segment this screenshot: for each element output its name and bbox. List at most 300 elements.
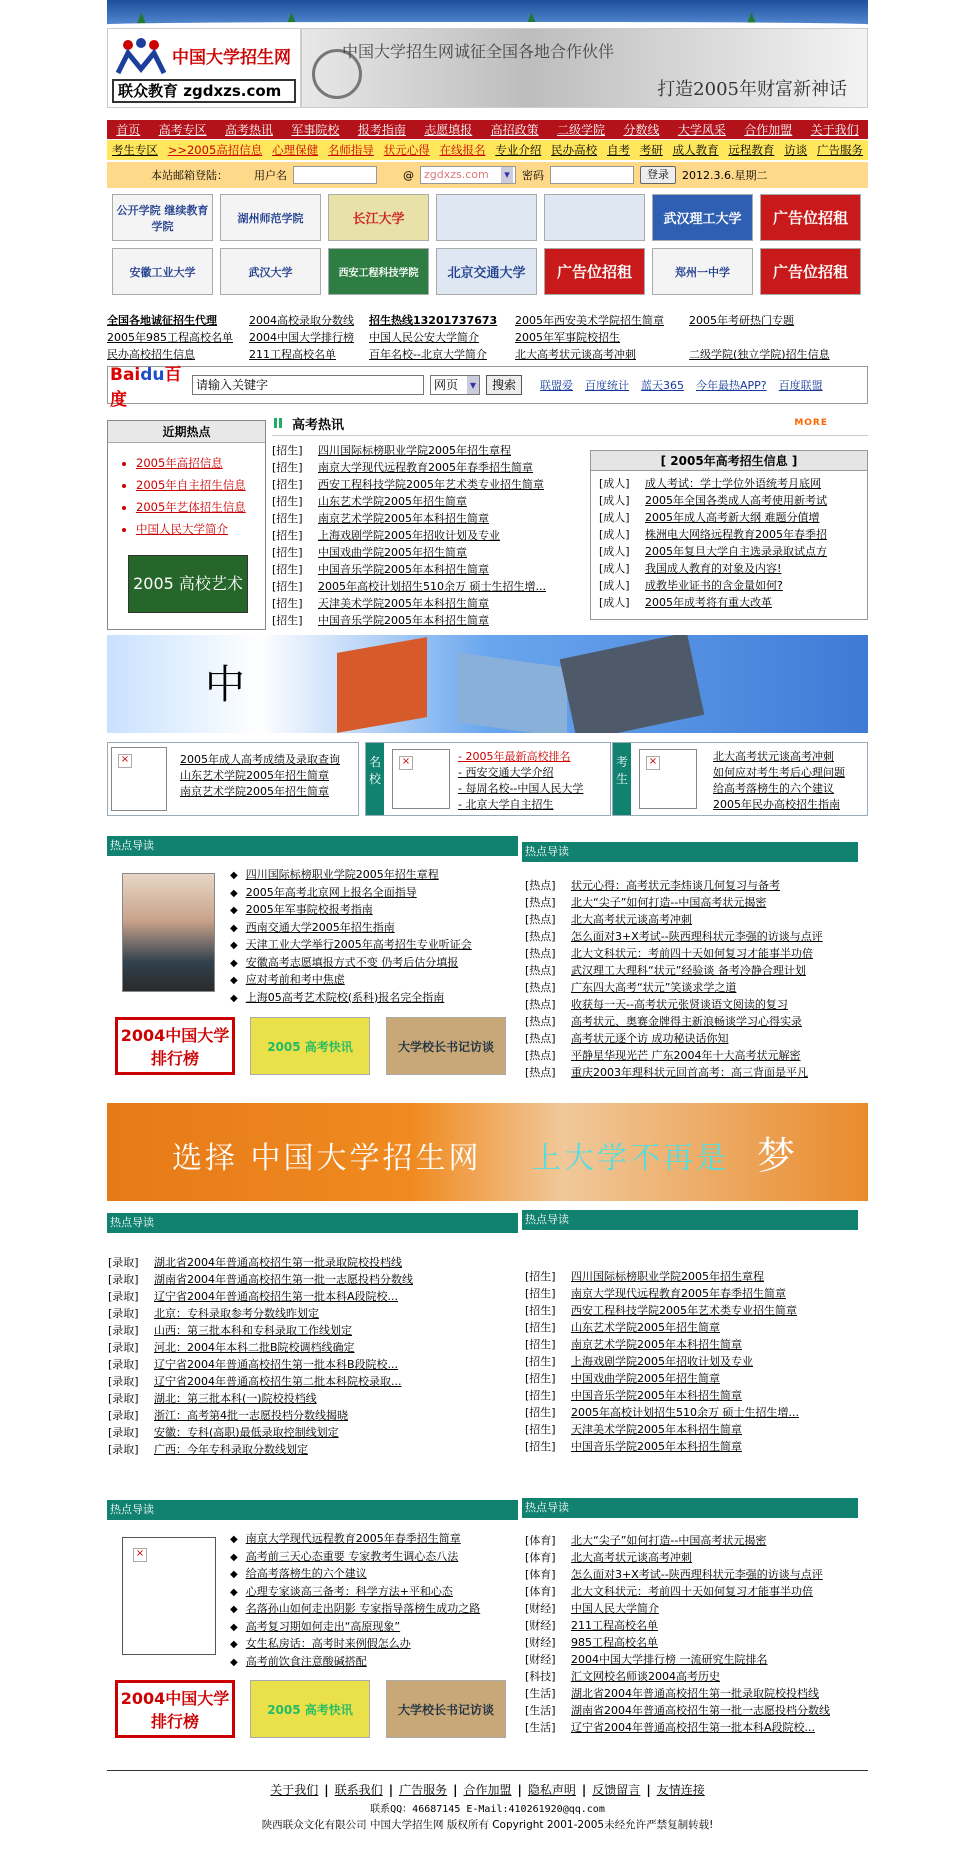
item-link[interactable]: 中国音乐学院2005年本科招生简章 bbox=[318, 614, 489, 627]
university-logo[interactable]: 公开学院 继续教育学院 bbox=[112, 194, 213, 241]
university-logo[interactable]: 西安工程科技学院 bbox=[328, 248, 429, 295]
item-tag: [生活] bbox=[525, 1721, 556, 1734]
item-tag: [体育] bbox=[525, 1534, 556, 1547]
mini-tab-student: 考生 bbox=[613, 743, 631, 815]
item-link[interactable]: 2005年成人高考新大纲 难题分值增 bbox=[645, 511, 820, 524]
bullet-link[interactable]: 心理专家谈高三备考：科学方法+平和心态 bbox=[245, 1584, 453, 1598]
hot-read-item bbox=[525, 894, 823, 911]
item-link[interactable]: 辽宁省2004年普通高校招生第一批本科A段院校... bbox=[154, 1290, 399, 1303]
university-logo[interactable]: 广告位招租 bbox=[760, 248, 861, 295]
item-tag: [招生] bbox=[272, 529, 303, 542]
recruit-item bbox=[525, 1438, 799, 1455]
domain-select[interactable]: zgdxzs.com ▾ bbox=[420, 166, 516, 184]
bullet-item bbox=[230, 936, 472, 954]
nav-item[interactable]: 报考指南 bbox=[357, 123, 406, 137]
item-link[interactable]: 211工程高校名单 bbox=[571, 1619, 658, 1632]
nav-item[interactable]: 高考专区 bbox=[158, 123, 207, 137]
bullet-item bbox=[230, 1635, 480, 1653]
promo-banner[interactable]: 2005 高考快讯 bbox=[250, 1017, 370, 1075]
username-input[interactable] bbox=[293, 166, 377, 184]
item-link[interactable]: 北大高考状元谈高考冲刺 bbox=[571, 913, 692, 926]
mini-link[interactable]: - 每周名校--中国人民大学 bbox=[458, 782, 584, 795]
banner-line2: 打造2005年财富新神话 bbox=[657, 79, 847, 100]
quick-link[interactable]: 2004高校录取分数线 bbox=[249, 314, 354, 327]
main-nav bbox=[107, 120, 868, 139]
university-logo[interactable] bbox=[436, 194, 537, 241]
promo-banner[interactable]: 2004中国大学排行榜 bbox=[115, 1017, 235, 1075]
university-logo-grid bbox=[107, 194, 868, 302]
university-logo[interactable]: 长江大学 bbox=[328, 194, 429, 241]
item-tag: [成人] bbox=[599, 511, 630, 524]
item-link[interactable]: 中国戏曲学院2005年招生简章 bbox=[318, 546, 467, 559]
item-link[interactable]: 中国音乐学院2005年本科招生简章 bbox=[571, 1440, 742, 1453]
item-link[interactable]: 山东艺术学院2005年招生简章 bbox=[318, 495, 467, 508]
adult-news-item bbox=[599, 594, 867, 611]
admission-item bbox=[108, 1356, 413, 1373]
item-link[interactable]: 2005年高校计划招生510余万 硕士生招生增... bbox=[318, 580, 546, 593]
adult-edu-box bbox=[590, 450, 868, 620]
quick-link[interactable]: 中国人民公安大学简介 bbox=[369, 331, 479, 344]
quick-link[interactable]: 2004中国大学排行榜 bbox=[249, 331, 354, 344]
item-link[interactable]: 汇文网校名师谈2004高考历史 bbox=[571, 1670, 720, 1683]
subnav-item[interactable]: 考生专区 bbox=[111, 143, 158, 157]
recruit-item bbox=[525, 1319, 799, 1336]
quick-link[interactable]: 2005年西安美术学院招生简章 bbox=[515, 314, 664, 327]
nav-item[interactable]: 高考热讯 bbox=[225, 123, 274, 137]
admission-item bbox=[108, 1339, 413, 1356]
baidu-search-bar bbox=[107, 365, 868, 410]
search-link[interactable]: 联盟爱 bbox=[540, 379, 574, 392]
quick-link[interactable]: 北大高考状元谈高考冲刺 bbox=[515, 348, 636, 361]
sec1-left-title: 热点导读 bbox=[107, 836, 518, 856]
logo-people-icon bbox=[116, 37, 166, 77]
banner-card bbox=[337, 637, 427, 733]
bullet-link[interactable]: 应对考前和考中焦虑 bbox=[245, 973, 345, 986]
search-link[interactable]: 今年最热APP? bbox=[696, 379, 767, 392]
bullet-link[interactable]: 南京大学现代远程教育2005年春季招生简章 bbox=[245, 1532, 461, 1545]
footer-link[interactable]: 友情连接 bbox=[656, 1783, 705, 1797]
item-link[interactable]: 湖北省2004年普通高校招生第一批录取院校投档线 bbox=[571, 1687, 819, 1700]
banner-char: 中 bbox=[205, 662, 245, 708]
search-button[interactable]: 搜索 bbox=[486, 375, 522, 395]
university-logo[interactable]: 广告位招租 bbox=[544, 248, 645, 295]
site-logo[interactable] bbox=[107, 28, 301, 108]
quick-link[interactable]: 民办高校招生信息 bbox=[107, 348, 195, 361]
item-link[interactable]: 湖南省2004年普通高校招生第一批一志愿投档分数线 bbox=[571, 1704, 830, 1717]
footer-sep: | bbox=[517, 1783, 522, 1797]
item-tag: [热点] bbox=[525, 964, 556, 977]
item-link[interactable]: 2005年全国各类成人高考使用新考试 bbox=[645, 494, 827, 507]
hot-read-item bbox=[525, 928, 823, 945]
item-link[interactable]: 南京大学现代远程教育2005年春季招生简章 bbox=[571, 1287, 786, 1300]
recent-item[interactable]: • 2005年自主招生信息 bbox=[136, 477, 265, 493]
item-link[interactable]: 株洲电大网络远程教育2005年春季招 bbox=[645, 528, 827, 541]
item-tag: [生活] bbox=[525, 1687, 556, 1700]
item-link[interactable]: 北大“尖子”如何打造--中国高考状元揭密 bbox=[571, 1534, 767, 1547]
item-link[interactable]: 南京大学现代远程教育2005年春季招生简章 bbox=[318, 461, 533, 474]
item-link[interactable]: 2004中国大学排行榜 一流研究生院排名 bbox=[571, 1653, 768, 1666]
item-tag: [招生] bbox=[525, 1355, 556, 1368]
banner3-text: 选择 中国大学招生网 bbox=[172, 1141, 482, 1176]
category-item bbox=[525, 1583, 830, 1600]
item-link[interactable]: 中国音乐学院2005年本科招生简章 bbox=[571, 1389, 742, 1402]
item-link[interactable]: 成人考试：学士学位外语统考月底网 bbox=[645, 477, 821, 490]
mini-link[interactable]: - 北京大学自主招生 bbox=[458, 798, 554, 811]
hot-read-item bbox=[525, 1013, 823, 1030]
category-item bbox=[525, 1566, 830, 1583]
quick-link[interactable]: 百年名校--北京大学简介 bbox=[369, 348, 487, 361]
item-tag: [招生] bbox=[272, 512, 303, 525]
bullet-item bbox=[230, 1548, 480, 1566]
bullet-link[interactable]: 给高考落榜生的六个建议 bbox=[245, 1567, 367, 1580]
subnav-item[interactable]: 远程教育 bbox=[728, 143, 775, 157]
university-logo[interactable]: 武汉大学 bbox=[220, 248, 321, 295]
item-link[interactable]: 成教毕业证书的含金量如何? bbox=[645, 579, 783, 592]
quick-link[interactable]: 2005年985工程高校名单 bbox=[107, 331, 233, 344]
item-link[interactable]: 收获每一天--高考状元张贤谈语文阅读的复习 bbox=[571, 998, 788, 1011]
bullet-item bbox=[230, 1618, 480, 1636]
item-tag: [财经] bbox=[525, 1602, 556, 1615]
item-tag: [财经] bbox=[525, 1636, 556, 1649]
item-link[interactable]: 北大“尖子”如何打造--中国高考状元揭密 bbox=[571, 896, 767, 909]
nav-item[interactable]: 志愿填报 bbox=[424, 123, 473, 137]
item-link[interactable]: 中国音乐学院2005年本科招生简章 bbox=[318, 563, 489, 576]
current-date: 2012.3.6.星期二 bbox=[682, 169, 768, 182]
top-banner-ad[interactable] bbox=[301, 28, 868, 108]
bullet-item bbox=[230, 1653, 480, 1671]
bullet-item bbox=[230, 1583, 480, 1601]
adult-news-item bbox=[599, 577, 867, 594]
password-input[interactable] bbox=[550, 166, 634, 184]
quick-link[interactable]: 211工程高校名单 bbox=[249, 348, 336, 361]
bullet-item bbox=[230, 1565, 480, 1583]
mini-link[interactable]: 如何应对考生考后心理问题 bbox=[713, 766, 845, 779]
logo-title: 中国大学招生网 bbox=[172, 48, 291, 68]
nav-item[interactable]: 首页 bbox=[116, 123, 141, 137]
mail-login-bar bbox=[107, 162, 868, 188]
admission-item bbox=[108, 1390, 413, 1407]
item-link[interactable]: 武汉理工大理科“状元”经验谈 备考冷静合理计划 bbox=[571, 964, 806, 977]
bottom-banner-ad[interactable] bbox=[107, 1103, 868, 1201]
university-logo[interactable]: 郑州一中学 bbox=[652, 248, 753, 295]
recruit-item bbox=[525, 1336, 799, 1353]
item-tag: [录取] bbox=[108, 1273, 139, 1286]
item-tag: [录取] bbox=[108, 1392, 139, 1405]
item-tag: [招生] bbox=[525, 1287, 556, 1300]
subnav-item[interactable]: 访谈 bbox=[784, 143, 808, 157]
recruit-item bbox=[525, 1387, 799, 1404]
footer-link[interactable]: 关于我们 bbox=[270, 1783, 319, 1797]
item-link[interactable]: 985工程高校名单 bbox=[571, 1636, 658, 1649]
banner-line1: 中国大学招生网诚征全国各地合作伙伴 bbox=[342, 42, 615, 61]
university-logo[interactable]: 广告位招租 bbox=[760, 194, 861, 241]
subnav-item[interactable]: 广告服务 bbox=[817, 143, 864, 157]
hot-read-item bbox=[525, 1064, 823, 1081]
item-tag: [热点] bbox=[525, 1015, 556, 1028]
item-link[interactable]: 高考状元逐个访 成功秘诀话你知 bbox=[571, 1032, 729, 1045]
footer-link[interactable]: 联系我们 bbox=[334, 1783, 383, 1797]
item-link[interactable]: 平静星华现光芒 广东2004年十大高考状元解密 bbox=[571, 1049, 801, 1062]
item-link[interactable]: 中国人民大学简介 bbox=[571, 1602, 659, 1615]
quick-links-row bbox=[107, 346, 868, 363]
portrait-photo[interactable] bbox=[122, 873, 215, 992]
search-links bbox=[528, 377, 823, 393]
promo-banner[interactable]: 大学校长书记访谈 bbox=[386, 1017, 506, 1075]
footer-copyright: 陕西联众文化有限公司 中国大学招生网 版权所有 Copyright 2001-2005未经允许严禁复制转载! bbox=[261, 1819, 714, 1831]
nav-item[interactable]: 二级学院 bbox=[557, 123, 606, 137]
quick-link bbox=[689, 329, 859, 346]
mini-box-famous bbox=[365, 742, 611, 816]
university-logo[interactable]: 北京交通大学 bbox=[436, 248, 537, 295]
mini-link[interactable]: 2005年成人高考成绩及录取查询 bbox=[180, 753, 340, 766]
adult-news-item bbox=[599, 560, 867, 577]
subnav-item[interactable]: >>2005高招信息 bbox=[167, 143, 263, 157]
bullet-link[interactable]: 四川国际标榜职业学院2005年招生章程 bbox=[245, 868, 439, 881]
hot-read-item bbox=[525, 911, 823, 928]
item-link[interactable]: 南京艺术学院2005年本科招生简章 bbox=[571, 1338, 742, 1351]
mini-link[interactable]: 北大高考状元谈高考冲刺 bbox=[713, 750, 834, 763]
item-tag: [财经] bbox=[525, 1653, 556, 1666]
item-link[interactable]: 辽宁省2004年普通高校招生第一批本科A段院校... bbox=[571, 1721, 816, 1734]
university-logo[interactable]: 湖州师范学院 bbox=[220, 194, 321, 241]
category-item bbox=[525, 1617, 830, 1634]
item-link[interactable]: 南京艺术学院2005年本科招生简章 bbox=[318, 512, 489, 525]
footer-sep: | bbox=[388, 1783, 394, 1797]
bullet-item bbox=[230, 901, 472, 919]
quick-link[interactable]: 二级学院(独立学院)招生信息 bbox=[689, 348, 830, 361]
search-link[interactable]: 百度统计 bbox=[585, 379, 630, 392]
item-tag: [招生] bbox=[272, 461, 303, 474]
item-tag: [招生] bbox=[272, 563, 303, 576]
login-label: 本站邮箱登陆： bbox=[151, 169, 228, 182]
subnav-item[interactable]: 考研 bbox=[639, 143, 663, 157]
at-label: @ bbox=[403, 168, 414, 182]
search-type-select[interactable]: 网页 ▾ bbox=[430, 375, 480, 395]
bullet-link[interactable]: 上海05高考艺术院校(系科)报名完全指南 bbox=[245, 990, 445, 1004]
item-link[interactable]: 中国戏曲学院2005年招生简章 bbox=[571, 1372, 720, 1385]
item-link[interactable]: 辽宁省2004年普通高校招生第一批本科B段院校... bbox=[154, 1358, 399, 1371]
admission-item bbox=[108, 1373, 413, 1390]
admission-item bbox=[108, 1322, 413, 1339]
category-item bbox=[525, 1702, 830, 1719]
mini-link[interactable]: 山东艺术学院2005年招生简章 bbox=[180, 769, 329, 782]
mini-link[interactable]: - 西安交通大学介绍 bbox=[458, 766, 554, 779]
footer-link[interactable]: 隐私声明 bbox=[527, 1783, 576, 1797]
more-link[interactable]: MORE bbox=[794, 418, 828, 428]
nav-item[interactable]: 关于我们 bbox=[810, 123, 859, 137]
hot-read-item bbox=[525, 979, 823, 996]
quick-link[interactable]: 招生热线13201737673 bbox=[369, 314, 498, 327]
quick-link[interactable]: 2005年考研热门专题 bbox=[689, 314, 794, 327]
hot-read-item bbox=[525, 962, 823, 979]
item-link[interactable]: 安徽：专科(高职)最低录取控制线划定 bbox=[154, 1426, 339, 1439]
quick-link[interactable]: 全国各地诚征招生代理 bbox=[107, 314, 217, 327]
promo-banner[interactable]: 大学校长书记访谈 bbox=[386, 1680, 506, 1738]
university-logo[interactable]: 武汉理工大学 bbox=[652, 194, 753, 241]
item-link[interactable]: 湖北：第三批本科(一)院校投档线 bbox=[154, 1392, 317, 1405]
quick-links-row bbox=[107, 329, 868, 346]
item-link[interactable]: 广西：今年专科录取分数线划定 bbox=[154, 1443, 308, 1456]
item-link[interactable]: 2005年高校计划招生510余万 硕士生招生增... bbox=[571, 1406, 799, 1419]
bullet-item bbox=[230, 971, 472, 989]
sec3-image-frame bbox=[122, 1537, 216, 1655]
university-logo[interactable]: 安徽工业大学 bbox=[112, 248, 213, 295]
subnav-item[interactable]: 心理保健 bbox=[272, 143, 319, 157]
item-link[interactable]: 北京：专科录取参考分数线昨划定 bbox=[154, 1307, 319, 1320]
item-link[interactable]: 湖南省2004年普通高校招生第一批一志愿投档分数线 bbox=[154, 1273, 413, 1286]
bullet-link[interactable]: 西南交通大学2005年招生指南 bbox=[245, 920, 395, 934]
nav-item[interactable]: 高招政策 bbox=[490, 123, 539, 137]
promo-banner[interactable]: 2004中国大学排行榜 bbox=[115, 1680, 235, 1738]
sec1-right-title: 热点导读 bbox=[522, 842, 858, 862]
category-item bbox=[525, 1532, 830, 1549]
item-link[interactable]: 上海戏剧学院2005年招收计划及专业 bbox=[318, 529, 500, 542]
sub-nav bbox=[107, 140, 868, 160]
nav-item[interactable]: 分数线 bbox=[623, 123, 660, 137]
item-link[interactable]: 怎么面对3+X考试--陕西理科状元李强的访谈与点评 bbox=[571, 1568, 823, 1581]
recent-item[interactable]: • 中国人民大学简介 bbox=[136, 521, 265, 537]
broken-image-icon bbox=[111, 747, 167, 811]
item-link[interactable]: 广东四大高考“状元”笑谈求学之道 bbox=[571, 981, 737, 994]
bullet-link[interactable]: 安徽高考志愿填报方式不变 仍考后估分填报 bbox=[245, 955, 459, 969]
hot-read-item bbox=[525, 945, 823, 962]
subnav-item[interactable]: 名师指导 bbox=[327, 143, 374, 157]
broken-image-icon bbox=[392, 749, 450, 809]
item-tag: [成人] bbox=[599, 562, 630, 575]
footer-sep: | bbox=[453, 1783, 458, 1797]
item-link[interactable]: 重庆2003年理科状元回首高考：高三背面是平凡 bbox=[571, 1066, 808, 1079]
item-tag: [录取] bbox=[108, 1443, 139, 1456]
recent-item[interactable]: • 2005年高招信息 bbox=[136, 455, 265, 471]
quick-link[interactable]: 2005年军事院校招生 bbox=[515, 331, 620, 344]
category-item bbox=[525, 1668, 830, 1685]
bullet-link[interactable]: 高考前饮食注意酸碱搭配 bbox=[245, 1654, 367, 1668]
item-link[interactable]: 浙江：高考第4批一志愿投档分数线揭晓 bbox=[154, 1409, 348, 1422]
item-link[interactable]: 2005年复旦大学自主选录录取试点方 bbox=[645, 545, 827, 558]
item-tag: [招生] bbox=[272, 444, 303, 457]
item-tag: [招生] bbox=[525, 1321, 556, 1334]
item-link[interactable]: 北大文科状元：考前四十天如何复习才能事半功倍 bbox=[571, 947, 813, 960]
footer-link[interactable]: 广告服务 bbox=[399, 1783, 448, 1797]
mini-link[interactable]: - 2005年最新高校排名 bbox=[458, 750, 571, 763]
recruit-item bbox=[525, 1353, 799, 1370]
item-tag: [招生] bbox=[272, 478, 303, 491]
item-tag: [录取] bbox=[108, 1341, 139, 1354]
footer-link[interactable]: 反馈留言 bbox=[592, 1783, 641, 1797]
baidu-logo[interactable]: Baidu百度 bbox=[110, 365, 182, 410]
item-tag: [成人] bbox=[599, 528, 630, 541]
item-link[interactable]: 河北：2004年本科二批B院校调档线确定 bbox=[154, 1341, 355, 1354]
search-input[interactable]: 请输入关键字 bbox=[192, 375, 424, 395]
item-link[interactable]: 湖北省2004年普通高校招生第一批录取院校投档线 bbox=[154, 1256, 402, 1269]
bullet-item bbox=[230, 954, 472, 972]
item-link[interactable]: 山东艺术学院2005年招生简章 bbox=[571, 1321, 720, 1334]
item-link[interactable]: 西安工程科技学院2005年艺术类专业招生简章 bbox=[571, 1304, 797, 1317]
admission-item bbox=[108, 1271, 413, 1288]
nav-item[interactable]: 军事院校 bbox=[291, 123, 340, 137]
item-link[interactable]: 我国成人教育的对象及内容! bbox=[645, 562, 782, 575]
recent-item[interactable]: • 2005年艺体招生信息 bbox=[136, 499, 265, 515]
bullet-link[interactable]: 女生私房话：高考时来例假怎么办 bbox=[245, 1637, 411, 1650]
item-link[interactable]: 上海戏剧学院2005年招收计划及专业 bbox=[571, 1355, 753, 1368]
mini-link[interactable]: 给高考落榜生的六个建议 bbox=[713, 782, 834, 795]
item-link[interactable]: 天津美术学院2005年本科招生简章 bbox=[318, 597, 489, 610]
bullet-link[interactable]: 2005年高考北京网上报名全面指导 bbox=[245, 885, 417, 899]
promo-banner[interactable]: 2005 高考快讯 bbox=[250, 1680, 370, 1738]
footer-sep: | bbox=[581, 1783, 587, 1797]
item-link[interactable]: 状元心得：高考状元李炜谈几何复习与备考 bbox=[571, 879, 780, 892]
item-link[interactable]: 天津美术学院2005年本科招生简章 bbox=[571, 1423, 742, 1436]
bullet-link[interactable]: 高考前三天心态重要 专家教考生调心态八法 bbox=[245, 1549, 459, 1563]
art-recruit-badge[interactable]: 2005 高校艺术 bbox=[128, 555, 248, 613]
item-link[interactable]: 四川国际标榜职业学院2005年招生章程 bbox=[571, 1270, 764, 1283]
hot-read-item bbox=[525, 1047, 823, 1064]
item-link[interactable]: 四川国际标榜职业学院2005年招生章程 bbox=[318, 444, 511, 457]
category-item bbox=[525, 1719, 830, 1736]
subnav-item[interactable]: 状元心得 bbox=[383, 143, 430, 157]
item-tag: [招生] bbox=[272, 597, 303, 610]
nav-item[interactable]: 大学风采 bbox=[677, 123, 726, 137]
item-link[interactable]: 山西：第三批本科和专科录取工作线划定 bbox=[154, 1324, 352, 1337]
subnav-item[interactable]: 在线报名 bbox=[439, 143, 486, 157]
admission-item bbox=[108, 1305, 413, 1322]
item-tag: [热点] bbox=[525, 930, 556, 943]
item-link[interactable]: 怎么面对3+X考试--陕西理科状元李强的访谈与点评 bbox=[571, 930, 823, 943]
search-link[interactable]: 百度联盟 bbox=[778, 379, 823, 392]
category-item bbox=[525, 1549, 830, 1566]
recruit-item bbox=[525, 1370, 799, 1387]
footer-link[interactable]: 合作加盟 bbox=[463, 1783, 512, 1797]
item-tag: [招生] bbox=[525, 1304, 556, 1317]
banner3-dream: 梦 bbox=[757, 1134, 796, 1178]
item-link[interactable]: 2005年成考将有重大改革 bbox=[645, 596, 772, 609]
subnav-item[interactable]: 民办高校 bbox=[551, 143, 598, 157]
item-link[interactable]: 西安工程科技学院2005年艺术类专业招生简章 bbox=[318, 478, 544, 491]
item-link[interactable]: 辽宁省2004年普通高校招生第二批本科院校录取... bbox=[154, 1375, 402, 1388]
bullet-link[interactable]: 天津工业大学举行2005年高考招生专业听证会 bbox=[245, 938, 472, 951]
item-tag: [成人] bbox=[599, 545, 630, 558]
nav-item[interactable]: 合作加盟 bbox=[744, 123, 793, 137]
bullet-link[interactable]: 名落孙山如何走出阴影 专家指导落榜生成功之路 bbox=[245, 1602, 481, 1615]
item-tag: [招生] bbox=[525, 1440, 556, 1453]
bullet-link[interactable]: 高考复习期如何走出“高原现象” bbox=[245, 1619, 401, 1633]
adult-news-item bbox=[599, 475, 867, 492]
item-tag: [热点] bbox=[525, 1066, 556, 1079]
logo-domain: 联众教育 zgdxzs.com bbox=[112, 79, 296, 103]
item-tag: [录取] bbox=[108, 1256, 139, 1269]
subnav-item[interactable]: 专业介绍 bbox=[495, 143, 542, 157]
middle-banner-ad[interactable] bbox=[107, 635, 868, 733]
subnav-item[interactable]: 成人教育 bbox=[672, 143, 719, 157]
mini-link[interactable]: 南京艺术学院2005年招生简章 bbox=[180, 785, 329, 798]
recruit-item bbox=[525, 1268, 799, 1285]
item-tag: [成人] bbox=[599, 477, 630, 490]
item-link[interactable]: 北大高考状元谈高考冲刺 bbox=[571, 1551, 692, 1564]
item-link[interactable]: 高考状元、奥赛金牌得主新浪畅谈学习心得实录 bbox=[571, 1015, 802, 1028]
adult-news-item bbox=[599, 526, 867, 543]
subnav-item[interactable]: 自考 bbox=[606, 143, 630, 157]
hot-news-header: 高考热讯 MORE bbox=[272, 414, 868, 436]
item-tag: [录取] bbox=[108, 1324, 139, 1337]
category-item bbox=[525, 1634, 830, 1651]
university-logo[interactable] bbox=[544, 194, 645, 241]
item-link[interactable]: 北大文科状元：考前四十天如何复习才能事半功倍 bbox=[571, 1585, 813, 1598]
item-tag: [热点] bbox=[525, 947, 556, 960]
search-link[interactable]: 蓝天365 bbox=[641, 379, 685, 392]
bullet-link[interactable]: 2005年军事院校报考指南 bbox=[245, 903, 373, 916]
mini-link[interactable]: 2005年民办高校招生指南 bbox=[713, 798, 840, 811]
login-button[interactable]: 登录 bbox=[640, 166, 676, 184]
